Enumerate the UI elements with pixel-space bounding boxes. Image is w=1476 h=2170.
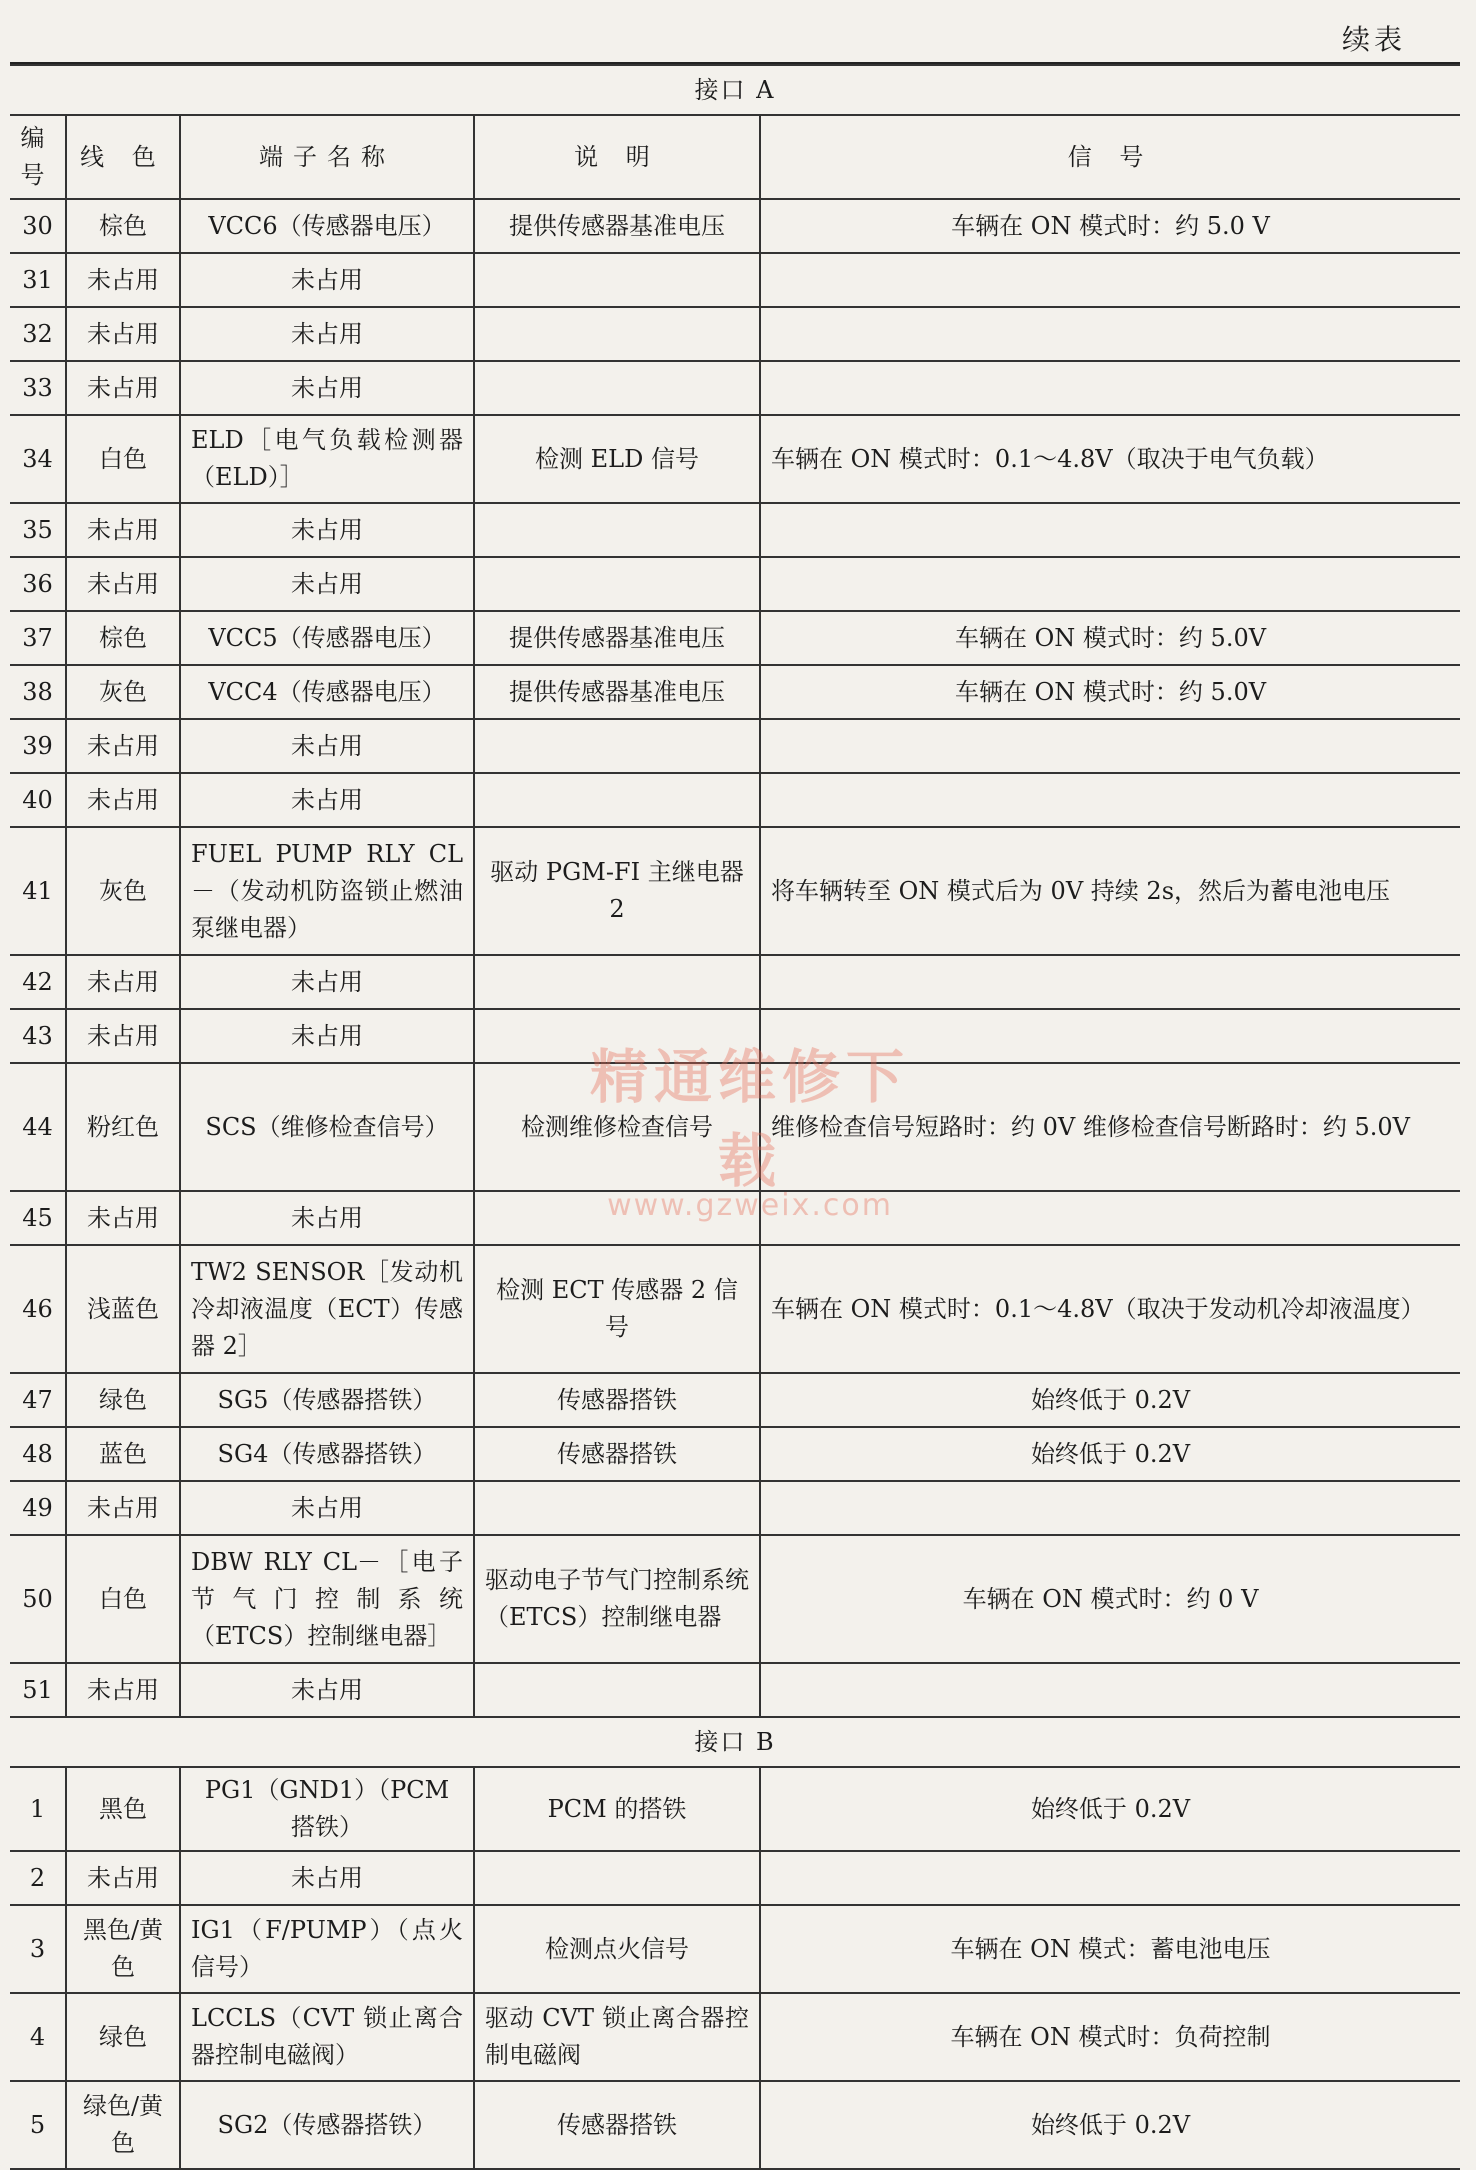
table-row [10, 1191, 1460, 1245]
table-row [10, 1427, 1460, 1481]
cell-signal [760, 253, 1460, 307]
cell-wire-color: 灰色 [66, 665, 180, 719]
cell-number: 42 [10, 955, 66, 1009]
cell-signal [760, 719, 1460, 773]
table-row [10, 2081, 1460, 2169]
cell-description [474, 773, 760, 827]
cell-terminal-name: 未占用 [180, 1663, 474, 1717]
cell-wire-color: 未占用 [66, 773, 180, 827]
cell-description [474, 1663, 760, 1717]
cell-number: 46 [10, 1245, 66, 1373]
cell-description: 提供传感器基准电压 [474, 665, 760, 719]
cell-signal: 将车辆转至 ON 模式后为 0V 持续 2s，然后为蓄电池电压 [760, 827, 1460, 955]
table-row [10, 361, 1460, 415]
cell-number: 41 [10, 827, 66, 955]
connector-table [10, 64, 1460, 2170]
cell-terminal-name: 未占用 [180, 773, 474, 827]
cell-terminal-name: 未占用 [180, 955, 474, 1009]
cell-terminal-name: LCCLS（CVT 锁止离合器控制电磁阀） [180, 1993, 474, 2081]
cell-description [474, 307, 760, 361]
cell-description [474, 1009, 760, 1063]
cell-number: 51 [10, 1663, 66, 1717]
cell-terminal-name: SG5（传感器搭铁） [180, 1373, 474, 1427]
table-row [10, 557, 1460, 611]
cell-wire-color: 灰色 [66, 827, 180, 955]
cell-description [474, 361, 760, 415]
cell-description [474, 1851, 760, 1905]
cell-description [474, 503, 760, 557]
section-title-row [10, 65, 1460, 115]
table-row [10, 199, 1460, 253]
watermark-text: 精通维修下载 [589, 1043, 910, 1195]
cell-wire-color: 黑色/黄色 [66, 1905, 180, 1993]
cell-terminal-name: 未占用 [180, 253, 474, 307]
cell-description: 驱动 CVT 锁止离合器控制电磁阀 [474, 1993, 760, 2081]
table-row [10, 665, 1460, 719]
cell-wire-color: 未占用 [66, 1009, 180, 1063]
cell-wire-color: 未占用 [66, 1851, 180, 1905]
cell-signal: 始终低于 0.2V [760, 1373, 1460, 1427]
cell-number: 5 [10, 2081, 66, 2169]
table-row [10, 253, 1460, 307]
cell-signal: 始终低于 0.2V [760, 2081, 1460, 2169]
cell-wire-color: 蓝色 [66, 1427, 180, 1481]
table-row [10, 415, 1460, 503]
cell-description [474, 557, 760, 611]
cell-signal [760, 307, 1460, 361]
table-row [10, 827, 1460, 955]
table-row [10, 1767, 1460, 1851]
cell-number: 38 [10, 665, 66, 719]
cell-signal: 车辆在 ON 模式时：约 5.0V [760, 665, 1460, 719]
cell-terminal-name: 未占用 [180, 1851, 474, 1905]
table-row [10, 611, 1460, 665]
cell-description [474, 955, 760, 1009]
cell-wire-color: 未占用 [66, 557, 180, 611]
cell-wire-color: 未占用 [66, 503, 180, 557]
table-row [10, 1535, 1460, 1663]
cell-number: 1 [10, 1767, 66, 1851]
cell-signal [760, 1009, 1460, 1063]
cell-description: 检测 ELD 信号 [474, 415, 760, 503]
cell-signal: 维修检查信号短路时：约 0V 维修检查信号断路时：约 5.0V [760, 1063, 1460, 1191]
cell-signal: 始终低于 0.2V [760, 1427, 1460, 1481]
cell-description: 驱动电子节气门控制系统（ETCS）控制继电器 [474, 1535, 760, 1663]
cell-number: 40 [10, 773, 66, 827]
cell-description [474, 1191, 760, 1245]
cell-terminal-name: 未占用 [180, 307, 474, 361]
cell-signal [760, 1851, 1460, 1905]
cell-signal: 始终低于 0.2V [760, 1767, 1460, 1851]
cell-terminal-name: PG1（GND1）（PCM 搭铁） [180, 1767, 474, 1851]
header-signal: 信 号 [760, 115, 1460, 199]
cell-wire-color: 棕色 [66, 199, 180, 253]
cell-wire-color: 未占用 [66, 307, 180, 361]
cell-wire-color: 棕色 [66, 611, 180, 665]
cell-description: 检测点火信号 [474, 1905, 760, 1993]
cell-wire-color: 白色 [66, 415, 180, 503]
header-row [10, 115, 1460, 199]
header-terminal-name: 端子名称 [180, 115, 474, 199]
cell-signal [760, 1481, 1460, 1535]
cell-number: 2 [10, 1851, 66, 1905]
cell-description: 驱动 PGM-FI 主继电器 2 [474, 827, 760, 955]
cell-signal [760, 503, 1460, 557]
cell-wire-color: 绿色/黄色 [66, 2081, 180, 2169]
cell-signal: 车辆在 ON 模式：蓄电池电压 [760, 1905, 1460, 1993]
cell-terminal-name: SCS（维修检查信号） [180, 1063, 474, 1191]
table-row [10, 1481, 1460, 1535]
cell-signal [760, 955, 1460, 1009]
cell-description: 传感器搭铁 [474, 2081, 760, 2169]
cell-number: 32 [10, 307, 66, 361]
table-row [10, 503, 1460, 557]
cell-terminal-name: 未占用 [180, 719, 474, 773]
table-row [10, 773, 1460, 827]
cell-description [474, 1481, 760, 1535]
cell-number: 48 [10, 1427, 66, 1481]
cell-terminal-name: VCC6（传感器电压） [180, 199, 474, 253]
table-row [10, 1851, 1460, 1905]
cell-number: 44 [10, 1063, 66, 1191]
cell-number: 31 [10, 253, 66, 307]
table-row [10, 1063, 1460, 1191]
table-row [10, 307, 1460, 361]
cell-number: 37 [10, 611, 66, 665]
cell-description: 传感器搭铁 [474, 1373, 760, 1427]
cell-number: 50 [10, 1535, 66, 1663]
cell-number: 45 [10, 1191, 66, 1245]
table-row [10, 1663, 1460, 1717]
cell-wire-color: 未占用 [66, 361, 180, 415]
cell-signal: 车辆在 ON 模式时：约 0 V [760, 1535, 1460, 1663]
cell-wire-color: 未占用 [66, 719, 180, 773]
cell-description: 提供传感器基准电压 [474, 199, 760, 253]
cell-terminal-name: 未占用 [180, 1481, 474, 1535]
cell-terminal-name: 未占用 [180, 1191, 474, 1245]
header-number: 编号 [10, 115, 66, 199]
cell-number: 47 [10, 1373, 66, 1427]
cell-description [474, 719, 760, 773]
cell-wire-color: 黑色 [66, 1767, 180, 1851]
cell-signal: 车辆在 ON 模式时：约 5.0V [760, 611, 1460, 665]
table-row [10, 1009, 1460, 1063]
cell-description: PCM 的搭铁 [474, 1767, 760, 1851]
cell-signal: 车辆在 ON 模式时：约 5.0 V [760, 199, 1460, 253]
cell-wire-color: 绿色 [66, 1993, 180, 2081]
cell-terminal-name: 未占用 [180, 361, 474, 415]
cell-number: 39 [10, 719, 66, 773]
cell-terminal-name: ELD［电气负载检测器（ELD）］ [180, 415, 474, 503]
cell-signal [760, 1663, 1460, 1717]
cell-terminal-name: 未占用 [180, 557, 474, 611]
table-row [10, 1905, 1460, 1993]
cell-signal: 车辆在 ON 模式时：0.1～4.8V（取决于电气负载） [760, 415, 1460, 503]
cell-terminal-name: VCC5（传感器电压） [180, 611, 474, 665]
cell-description: 检测 ECT 传感器 2 信号 [474, 1245, 760, 1373]
cell-signal [760, 361, 1460, 415]
cell-description [474, 253, 760, 307]
cell-wire-color: 未占用 [66, 955, 180, 1009]
cell-number: 3 [10, 1905, 66, 1993]
cell-number: 43 [10, 1009, 66, 1063]
cell-wire-color: 未占用 [66, 1191, 180, 1245]
cell-wire-color: 未占用 [66, 1663, 180, 1717]
watermark-url: www.gzweix.com [607, 1188, 893, 1223]
cell-description: 提供传感器基准电压 [474, 611, 760, 665]
cell-wire-color: 绿色 [66, 1373, 180, 1427]
cell-signal: 车辆在 ON 模式时：0.1～4.8V（取决于发动机冷却液温度） [760, 1245, 1460, 1373]
cell-wire-color: 粉红色 [66, 1063, 180, 1191]
cell-signal [760, 557, 1460, 611]
cell-signal [760, 773, 1460, 827]
continued-label: 续表 [1341, 23, 1406, 56]
cell-terminal-name: VCC4（传感器电压） [180, 665, 474, 719]
cell-number: 33 [10, 361, 66, 415]
cell-wire-color: 浅蓝色 [66, 1245, 180, 1373]
section-title: 接口 B [10, 1717, 1460, 1767]
cell-terminal-name: 未占用 [180, 503, 474, 557]
header-wire-color: 线 色 [66, 115, 180, 199]
cell-number: 36 [10, 557, 66, 611]
table-row [10, 1993, 1460, 2081]
cell-wire-color: 未占用 [66, 253, 180, 307]
cell-description: 检测维修检查信号 [474, 1063, 760, 1191]
header-description: 说 明 [474, 115, 760, 199]
table-row [10, 955, 1460, 1009]
cell-terminal-name: 未占用 [180, 1009, 474, 1063]
cell-number: 4 [10, 1993, 66, 2081]
cell-description: 传感器搭铁 [474, 1427, 760, 1481]
cell-wire-color: 白色 [66, 1535, 180, 1663]
table-row [10, 1373, 1460, 1427]
cell-number: 34 [10, 415, 66, 503]
cell-signal [760, 1191, 1460, 1245]
cell-terminal-name: SG2（传感器搭铁） [180, 2081, 474, 2169]
cell-number: 30 [10, 199, 66, 253]
section-title: 接口 A [10, 65, 1460, 115]
cell-terminal-name: IG1（F/PUMP）（点火信号） [180, 1905, 474, 1993]
cell-wire-color: 未占用 [66, 1481, 180, 1535]
cell-number: 35 [10, 503, 66, 557]
table-row [10, 719, 1460, 773]
cell-terminal-name: FUEL PUMP RLY CL－（发动机防盗锁止燃油泵继电器） [180, 827, 474, 955]
section-title-row [10, 1717, 1460, 1767]
table-row [10, 1245, 1460, 1373]
cell-signal: 车辆在 ON 模式时：负荷控制 [760, 1993, 1460, 2081]
cell-terminal-name: DBW RLY CL－［电子节气门控制系统（ETCS）控制继电器］ [180, 1535, 474, 1663]
cell-terminal-name: SG4（传感器搭铁） [180, 1427, 474, 1481]
cell-terminal-name: TW2 SENSOR［发动机冷却液温度（ECT）传感器 2］ [180, 1245, 474, 1373]
cell-number: 49 [10, 1481, 66, 1535]
